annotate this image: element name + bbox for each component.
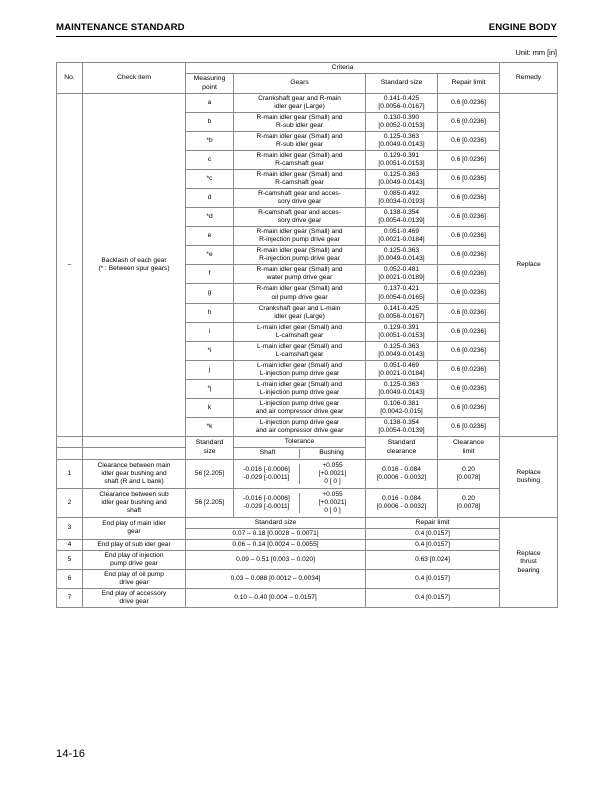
backlash-no: – [57, 93, 83, 436]
standard-size-value: 0.051-0.469 [0.0021-0.0184] [366, 227, 438, 246]
gears-description: L-main idler gear (Small) and L-injection pump drive gear [234, 379, 366, 398]
repair-limit-value: 0.6 [0.0236] [438, 303, 500, 322]
clearance-limit-value: 0.20 [0.0078] [438, 488, 500, 517]
endplay-no: 7 [57, 589, 83, 608]
col-header-criteria: Criteria [186, 63, 500, 74]
repair-limit-value: 0.6 [0.0236] [438, 170, 500, 189]
gears-description: R-camshaft gear and acces- sory drive gear [234, 208, 366, 227]
gears-description: L-injection pump drive gear and air compressor drive gear [234, 398, 366, 417]
endplay-repair-limit-value: 0.63 [0.024] [366, 551, 500, 570]
repair-limit-value: 0.6 [0.0236] [438, 246, 500, 265]
standard-size-value: 0.137-0.421 [0.0054-0.0165] [366, 284, 438, 303]
page-number: 14-16 [56, 748, 86, 760]
col-header-gears: Gears [234, 74, 366, 94]
col-header-shaft: Shaft [236, 449, 300, 457]
tolerance-shaft-value: -0.016 [-0.0006] -0.029 [-0.0011] [234, 464, 300, 484]
header-left-title: MAINTENANCE STANDARD [56, 22, 185, 33]
repair-limit-value: 0.6 [0.0236] [438, 265, 500, 284]
measuring-point: *i [186, 341, 234, 360]
endplay-standard-size-value: 0.10 – 0.40 [0.004 – 0.0157] [186, 589, 366, 608]
clearance-check-item: Clearance between sub idler gear bushing and shaft [83, 488, 186, 517]
repair-limit-value: 0.6 [0.0236] [438, 112, 500, 131]
header-right-title: ENGINE BODY [488, 22, 557, 33]
endplay-no: 4 [57, 540, 83, 551]
spacer-check-item [83, 436, 186, 447]
standard-size-value: 0.125-0.363 [0.0049-0.0143] [366, 246, 438, 265]
endplay-standard-size-value: 0.03 – 0.088 [0.0012 – 0.0034] [186, 570, 366, 589]
measuring-point: e [186, 227, 234, 246]
clearance-no: 1 [57, 459, 83, 488]
col-header-standard-clearance: Standard clearance [366, 436, 438, 459]
col-header-no: No. [57, 63, 83, 94]
col-header-endplay-repair-limit: Repair limit [366, 517, 500, 528]
repair-limit-value: 0.6 [0.0236] [438, 360, 500, 379]
gears-description: L-main idler gear (Small) and L-camshaft gear [234, 341, 366, 360]
repair-limit-value: 0.6 [0.0236] [438, 284, 500, 303]
endplay-remedy: Replace thrust bearing [500, 517, 558, 608]
measuring-point: b [186, 112, 234, 131]
clearance-tolerance [234, 459, 366, 488]
table-row [57, 488, 558, 517]
table-row [57, 570, 558, 589]
standard-size-value: 0.141-0.425 [0.0056-0.0167] [366, 93, 438, 112]
col-header-clearance-standard-size: Standard size [186, 436, 234, 459]
backlash-remedy: Replace [500, 93, 558, 436]
table-row [57, 93, 558, 112]
measuring-point: *e [186, 246, 234, 265]
col-header-bushing: Bushing [319, 449, 344, 457]
table-row [57, 589, 558, 608]
measuring-point: *c [186, 170, 234, 189]
endplay-check-item-3: End play of main idler gear [83, 517, 186, 539]
col-header-shaft-bushing [234, 448, 366, 459]
gears-description: R-main idler gear (Small) and R-camshaft gear [234, 151, 366, 170]
repair-limit-value: 0.6 [0.0236] [438, 93, 500, 112]
col-header-clearance-limit: Clearance limit [438, 436, 500, 459]
standard-size-value: 0.125-0.363 [0.0049-0.0143] [366, 379, 438, 398]
col-header-measuring-point: Measuring point [186, 74, 234, 94]
endplay-check-item: End play of injection pump drive gear [83, 551, 186, 570]
measuring-point: *j [186, 379, 234, 398]
measuring-point: f [186, 265, 234, 284]
document-header [56, 22, 557, 37]
endplay-standard-size-value: 0.09 – 0.51 [0.003 – 0.020] [186, 551, 366, 570]
standard-size-value: 0.106-0.381 [0.0042-0.015] [366, 398, 438, 417]
endplay-no: 5 [57, 551, 83, 570]
col-header-remedy: Remedy [500, 63, 558, 94]
clearance-standard-size: 56 [2.205] [186, 488, 234, 517]
endplay-repair-limit-value: 0.4 [0.0157] [366, 570, 500, 589]
measuring-point: k [186, 398, 234, 417]
standard-size-value: 0.130-0.390 [0.0052-0.0153] [366, 112, 438, 131]
standard-clearance-value: 0.016 - 0.084 [0.0006 - 0.0032] [366, 488, 438, 517]
col-header-tolerance: Tolerance [234, 436, 366, 447]
standard-size-value: 0.138-0.354 [0.0054-0.0139] [366, 208, 438, 227]
clearance-check-item: Clearance between main idler gear bushing and shaft (R and L bank) [83, 459, 186, 488]
repair-limit-value: 0.6 [0.0236] [438, 341, 500, 360]
standard-size-value: 0.125-0.363 [0.0049-0.0143] [366, 170, 438, 189]
gears-description: R-main idler gear (Small) and R-sub idler gear [234, 131, 366, 150]
gears-description: R-camshaft gear and acces- sory drive gear [234, 189, 366, 208]
unit-note: Unit: mm [in] [515, 48, 557, 57]
measuring-point: *k [186, 417, 234, 436]
gears-description: L-injection pump drive gear and air compressor drive gear [234, 417, 366, 436]
standard-size-value: 0.125-0.363 [0.0049-0.0143] [366, 341, 438, 360]
col-header-check-item: Check item [83, 63, 186, 94]
repair-limit-value: 0.6 [0.0236] [438, 151, 500, 170]
endplay-no-3: 3 [57, 517, 83, 539]
measuring-point: a [186, 93, 234, 112]
endplay-repair-limit-value: 0.4 [0.0157] [366, 540, 500, 551]
endplay-check-item: End play of accessory drive gear [83, 589, 186, 608]
gears-description: R-main idler gear (Small) and R-injection pump drive gear [234, 227, 366, 246]
endplay-no: 6 [57, 570, 83, 589]
backlash-check-item: Backlash of each gear (* : Between spur gears) [83, 93, 186, 436]
standard-size-value: 0.129-0.391 [0.0051-0.0153] [366, 151, 438, 170]
spacer-no [57, 436, 83, 447]
repair-limit-value: 0.6 [0.0236] [438, 227, 500, 246]
table-row [57, 540, 558, 551]
repair-limit-value: 0.6 [0.0236] [438, 379, 500, 398]
gears-description: R-main idler gear (Small) and R-sub idler gear [234, 112, 366, 131]
endplay-check-item: End play of oil pump drive gear [83, 570, 186, 589]
standard-size-value: 0.085-0.492 [0.0034-0.0193] [366, 189, 438, 208]
repair-limit-value: 0.6 [0.0236] [438, 398, 500, 417]
col-header-endplay-standard-size: Standard size [186, 517, 366, 528]
table-header-row [57, 63, 558, 74]
measuring-point: j [186, 360, 234, 379]
standard-size-value: 0.138-0.354 [0.0054-0.0139] [366, 417, 438, 436]
col-header-repair-limit: Repair limit [438, 74, 500, 94]
standard-size-value: 0.125-0.363 [0.0049-0.0143] [366, 131, 438, 150]
table-row [57, 459, 558, 488]
clearance-limit-value: 0.20 [0.0078] [438, 459, 500, 488]
measuring-point: *d [186, 208, 234, 227]
spacer-check-item-2 [83, 448, 186, 459]
gears-description: R-main idler gear (Small) and water pump drive gear [234, 265, 366, 284]
endplay-subheader-row [57, 517, 558, 528]
endplay-repair-limit-value: 0.4 [0.0157] [366, 589, 500, 608]
gears-description: R-main idler gear (Small) and oil pump drive gear [234, 284, 366, 303]
spacer-no-2 [57, 448, 83, 459]
measuring-point: *b [186, 131, 234, 150]
measuring-point: c [186, 151, 234, 170]
clearance-remedy: Replace bushing [500, 436, 558, 517]
repair-limit-value: 0.6 [0.0236] [438, 131, 500, 150]
endplay-standard-size-value: 0.07 – 0.18 [0.0028 – 0.0071] [186, 529, 366, 540]
measuring-point: g [186, 284, 234, 303]
table-body [57, 63, 558, 608]
endplay-repair-limit-value: 0.4 [0.0157] [366, 529, 500, 540]
gears-description: Crankshaft gear and L-main idler gear (Large) [234, 303, 366, 322]
clearance-standard-size: 56 [2.205] [186, 459, 234, 488]
repair-limit-value: 0.6 [0.0236] [438, 189, 500, 208]
endplay-standard-size-value: 0.06 – 0.14 [0.0024 – 0.0055] [186, 540, 366, 551]
gears-description: Crankshaft gear and R-main idler gear (Large) [234, 93, 366, 112]
repair-limit-value: 0.6 [0.0236] [438, 322, 500, 341]
clearance-tolerance [234, 488, 366, 517]
standard-size-value: 0.129-0.391 [0.0051-0.0153] [366, 322, 438, 341]
gears-description: R-main idler gear (Small) and R-injection pump drive gear [234, 246, 366, 265]
standard-size-value: 0.141-0.425 [0.0056-0.0167] [366, 303, 438, 322]
gears-description: R-main idler gear (Small) and R-camshaft gear [234, 170, 366, 189]
tolerance-shaft-value: -0.016 [-0.0006] -0.029 [-0.0011] [234, 493, 300, 513]
repair-limit-value: 0.6 [0.0236] [438, 208, 500, 227]
standard-size-value: 0.051-0.469 [0.0021-0.0184] [366, 360, 438, 379]
col-header-standard-size: Standard size [366, 74, 438, 94]
tolerance-bushing-value: +0.055 [+0.0021] 0 [ 0 ] [318, 461, 347, 485]
maintenance-standard-table [56, 62, 558, 608]
clearance-no: 2 [57, 488, 83, 517]
tolerance-bushing-value: +0.055 [+0.0021] 0 [ 0 ] [318, 490, 347, 514]
standard-clearance-value: 0.016 - 0.084 [0.0006 - 0.0032] [366, 459, 438, 488]
gears-description: L-main idler gear (Small) and L-camshaft gear [234, 322, 366, 341]
standard-size-value: 0.052-0.481 [0.0021-0.0189] [366, 265, 438, 284]
clearance-subheader-row-1 [57, 436, 558, 447]
gears-description: L-main idler gear (Small) and L-injection pump drive gear [234, 360, 366, 379]
repair-limit-value: 0.6 [0.0236] [438, 417, 500, 436]
measuring-point: d [186, 189, 234, 208]
measuring-point: h [186, 303, 234, 322]
measuring-point: i [186, 322, 234, 341]
endplay-check-item: End play of sub ider gear [83, 540, 186, 551]
table-row [57, 551, 558, 570]
